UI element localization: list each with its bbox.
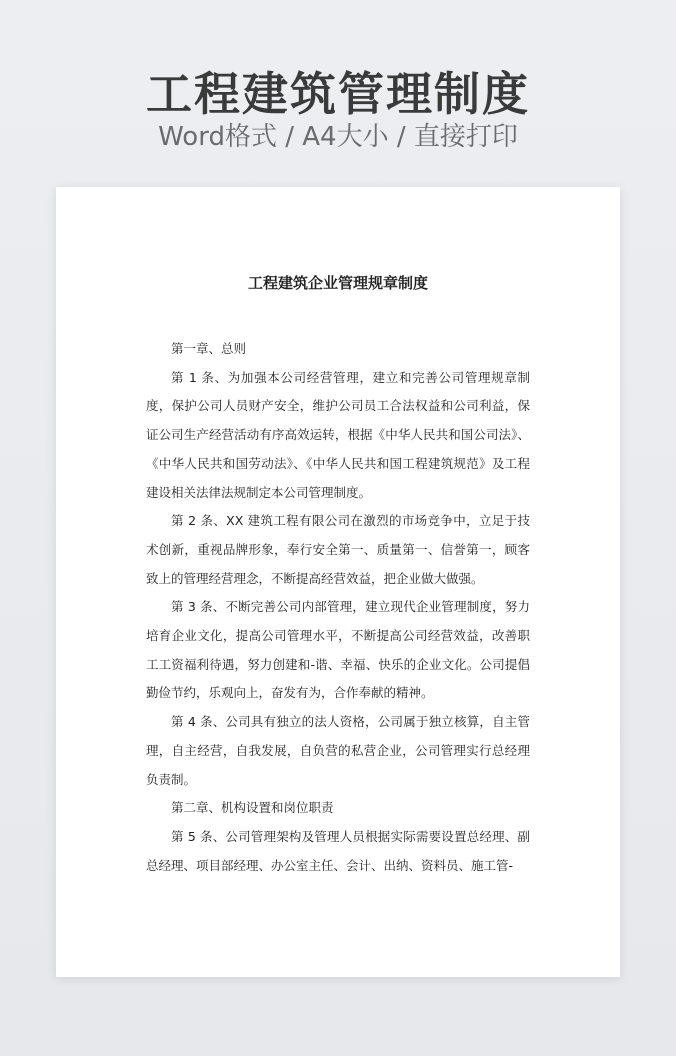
article-paragraph: 第 2 条、XX 建筑工程有限公司在激烈的市场竞争中，立足于技术创新，重视品牌形象，奉行安全第一、质量第一、信誉第一，顾客致上的管理经营理念，不断提高经营效益，把企业做大做强。 bbox=[146, 513, 530, 586]
chapter-heading: 第二章、机构设置和岗位职责 bbox=[171, 800, 334, 816]
article-paragraph: 第 3 条、不断完善公司内部管理，建立现代企业管理制度，努力培育企业文化，提高公司管理水平，不断提高公司经营效益，改善职工工资福利待遇，努力创建和-谐、幸福、快乐的企业文化。公司提倡勤俭节约，乐观向上，奋发有为，合作奉献的精神。 bbox=[146, 599, 530, 701]
document-page bbox=[56, 187, 620, 977]
banner-subtitle: Word格式 / A4大小 / 直接打印 bbox=[158, 122, 518, 152]
article-paragraph: 第 4 条、公司具有独立的法人资格，公司属于独立核算，自主管理，自主经营，自我发展，自负营的私营企业，公司管理实行总经理负责制。 bbox=[146, 714, 530, 787]
banner-title: 工程建筑管理制度 bbox=[146, 67, 530, 121]
document-body bbox=[146, 335, 530, 880]
chapter-heading: 第一章、总则 bbox=[171, 341, 247, 356]
article-paragraph: 第 1 条、为加强本公司经营管理，建立和完善公司管理规章制度，保护公司人员财产安全，维护公司员工合法权益和公司利益，保证公司生产经营活动有序高效运转，根据《中华人民共和国公司法》、《中华人民共和国劳动法》、《中华人民共和国工程建筑规范》及工程建设相关法律法规制定本公司管理制度。 bbox=[146, 369, 530, 500]
document-title: 工程建筑企业管理规章制度 bbox=[247, 274, 428, 292]
article-paragraph: 第 5 条、公司管理架构及管理人员根据实际需要设置总经理、副总经理、项目部经理、办公室主任、会计、出纳、资料员、施工管- bbox=[146, 828, 530, 873]
